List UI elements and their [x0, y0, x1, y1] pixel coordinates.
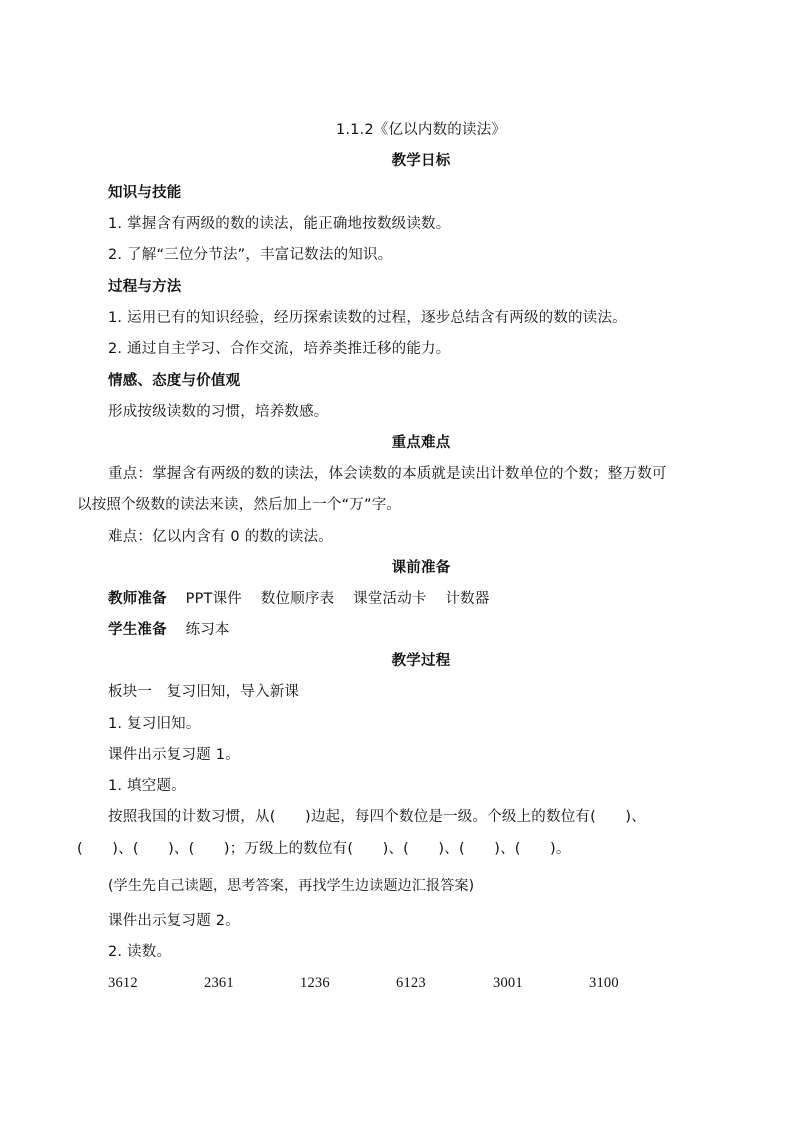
number-item: 3100 — [589, 975, 619, 991]
teacher-preparation-label: 教师准备 — [108, 591, 167, 607]
teacher-preparation — [108, 589, 504, 609]
important-point-line-2: 以按照个级数的读法来读，然后加上一个“万”字。 — [77, 497, 402, 513]
knowledge-heading: 知识与技能 — [108, 185, 182, 201]
question-2-title: 2. 读数。 — [108, 944, 172, 960]
emotion-heading: 情感、态度与价值观 — [108, 373, 241, 389]
number-item: 2361 — [204, 975, 234, 991]
knowledge-item-1: 1. 掌握含有两级的数的读法，能正确地按数级读数。 — [108, 216, 451, 232]
section-heading-preparation: 课前准备 — [391, 560, 451, 576]
numbers-row — [108, 973, 628, 993]
knowledge-item-2: 2. 了解“三位分节法”，丰富记数法的知识。 — [108, 247, 393, 263]
student-preparation-label: 学生准备 — [108, 622, 167, 638]
process-method-item-2: 2. 通过自主学习、合作交流，培养类推迁移的能力。 — [108, 341, 451, 357]
teacher-item-abacus: 计数器 — [445, 591, 490, 607]
emotion-item-1: 形成按级读数的习惯，培养数感。 — [108, 404, 329, 420]
number-item: 3612 — [108, 975, 138, 991]
number-item: 6123 — [396, 975, 426, 991]
difficult-point: 难点：亿以内含有 0 的数的读法。 — [108, 529, 333, 545]
show-review-question-1: 课件出示复习题 1。 — [108, 747, 240, 763]
section-heading-key-points: 重点难点 — [391, 435, 451, 451]
step-1: 1. 复习旧知。 — [108, 716, 201, 732]
block-1-title: 板块一 复习旧知，导入新课 — [108, 684, 300, 700]
question-1-line-2: ( )、( )、( )；万级上的数位有( )、( )、( )、( )。 — [77, 841, 571, 857]
student-activity-note: (学生先自己读题，思考答案，再找学生边读题边汇报答案) — [108, 878, 475, 894]
process-method-heading: 过程与方法 — [108, 279, 182, 295]
important-point-line-1: 重点：掌握含有两级的数的读法，体会读数的本质就是读出计数单位的个数；整万数可 — [108, 466, 667, 482]
question-1-line-1: 按照我国的计数习惯，从( )边起，每四个数位是一级。个级上的数位有( )、 — [108, 809, 646, 825]
question-1-title: 1. 填空题。 — [108, 778, 186, 794]
number-item: 3001 — [493, 975, 523, 991]
teacher-item-place-value-chart: 数位顺序表 — [260, 591, 335, 607]
process-method-item-1: 1. 运用已有的知识经验，经历探索读数的过程，逐步总结含有两级的数的读法。 — [108, 310, 627, 326]
show-review-question-2: 课件出示复习题 2。 — [108, 913, 240, 929]
teacher-item-ppt: PPT课件 — [185, 591, 242, 607]
document-title: 1.1.2《亿以内数的读法》 — [335, 122, 507, 138]
section-heading-process: 教学过程 — [391, 653, 451, 669]
teacher-item-activity-card: 课堂活动卡 — [353, 591, 427, 607]
number-item: 1236 — [300, 975, 330, 991]
section-heading-objectives: 教学日标 — [391, 153, 451, 169]
student-preparation — [108, 620, 244, 640]
student-item-exercise-book: 练习本 — [185, 622, 230, 638]
